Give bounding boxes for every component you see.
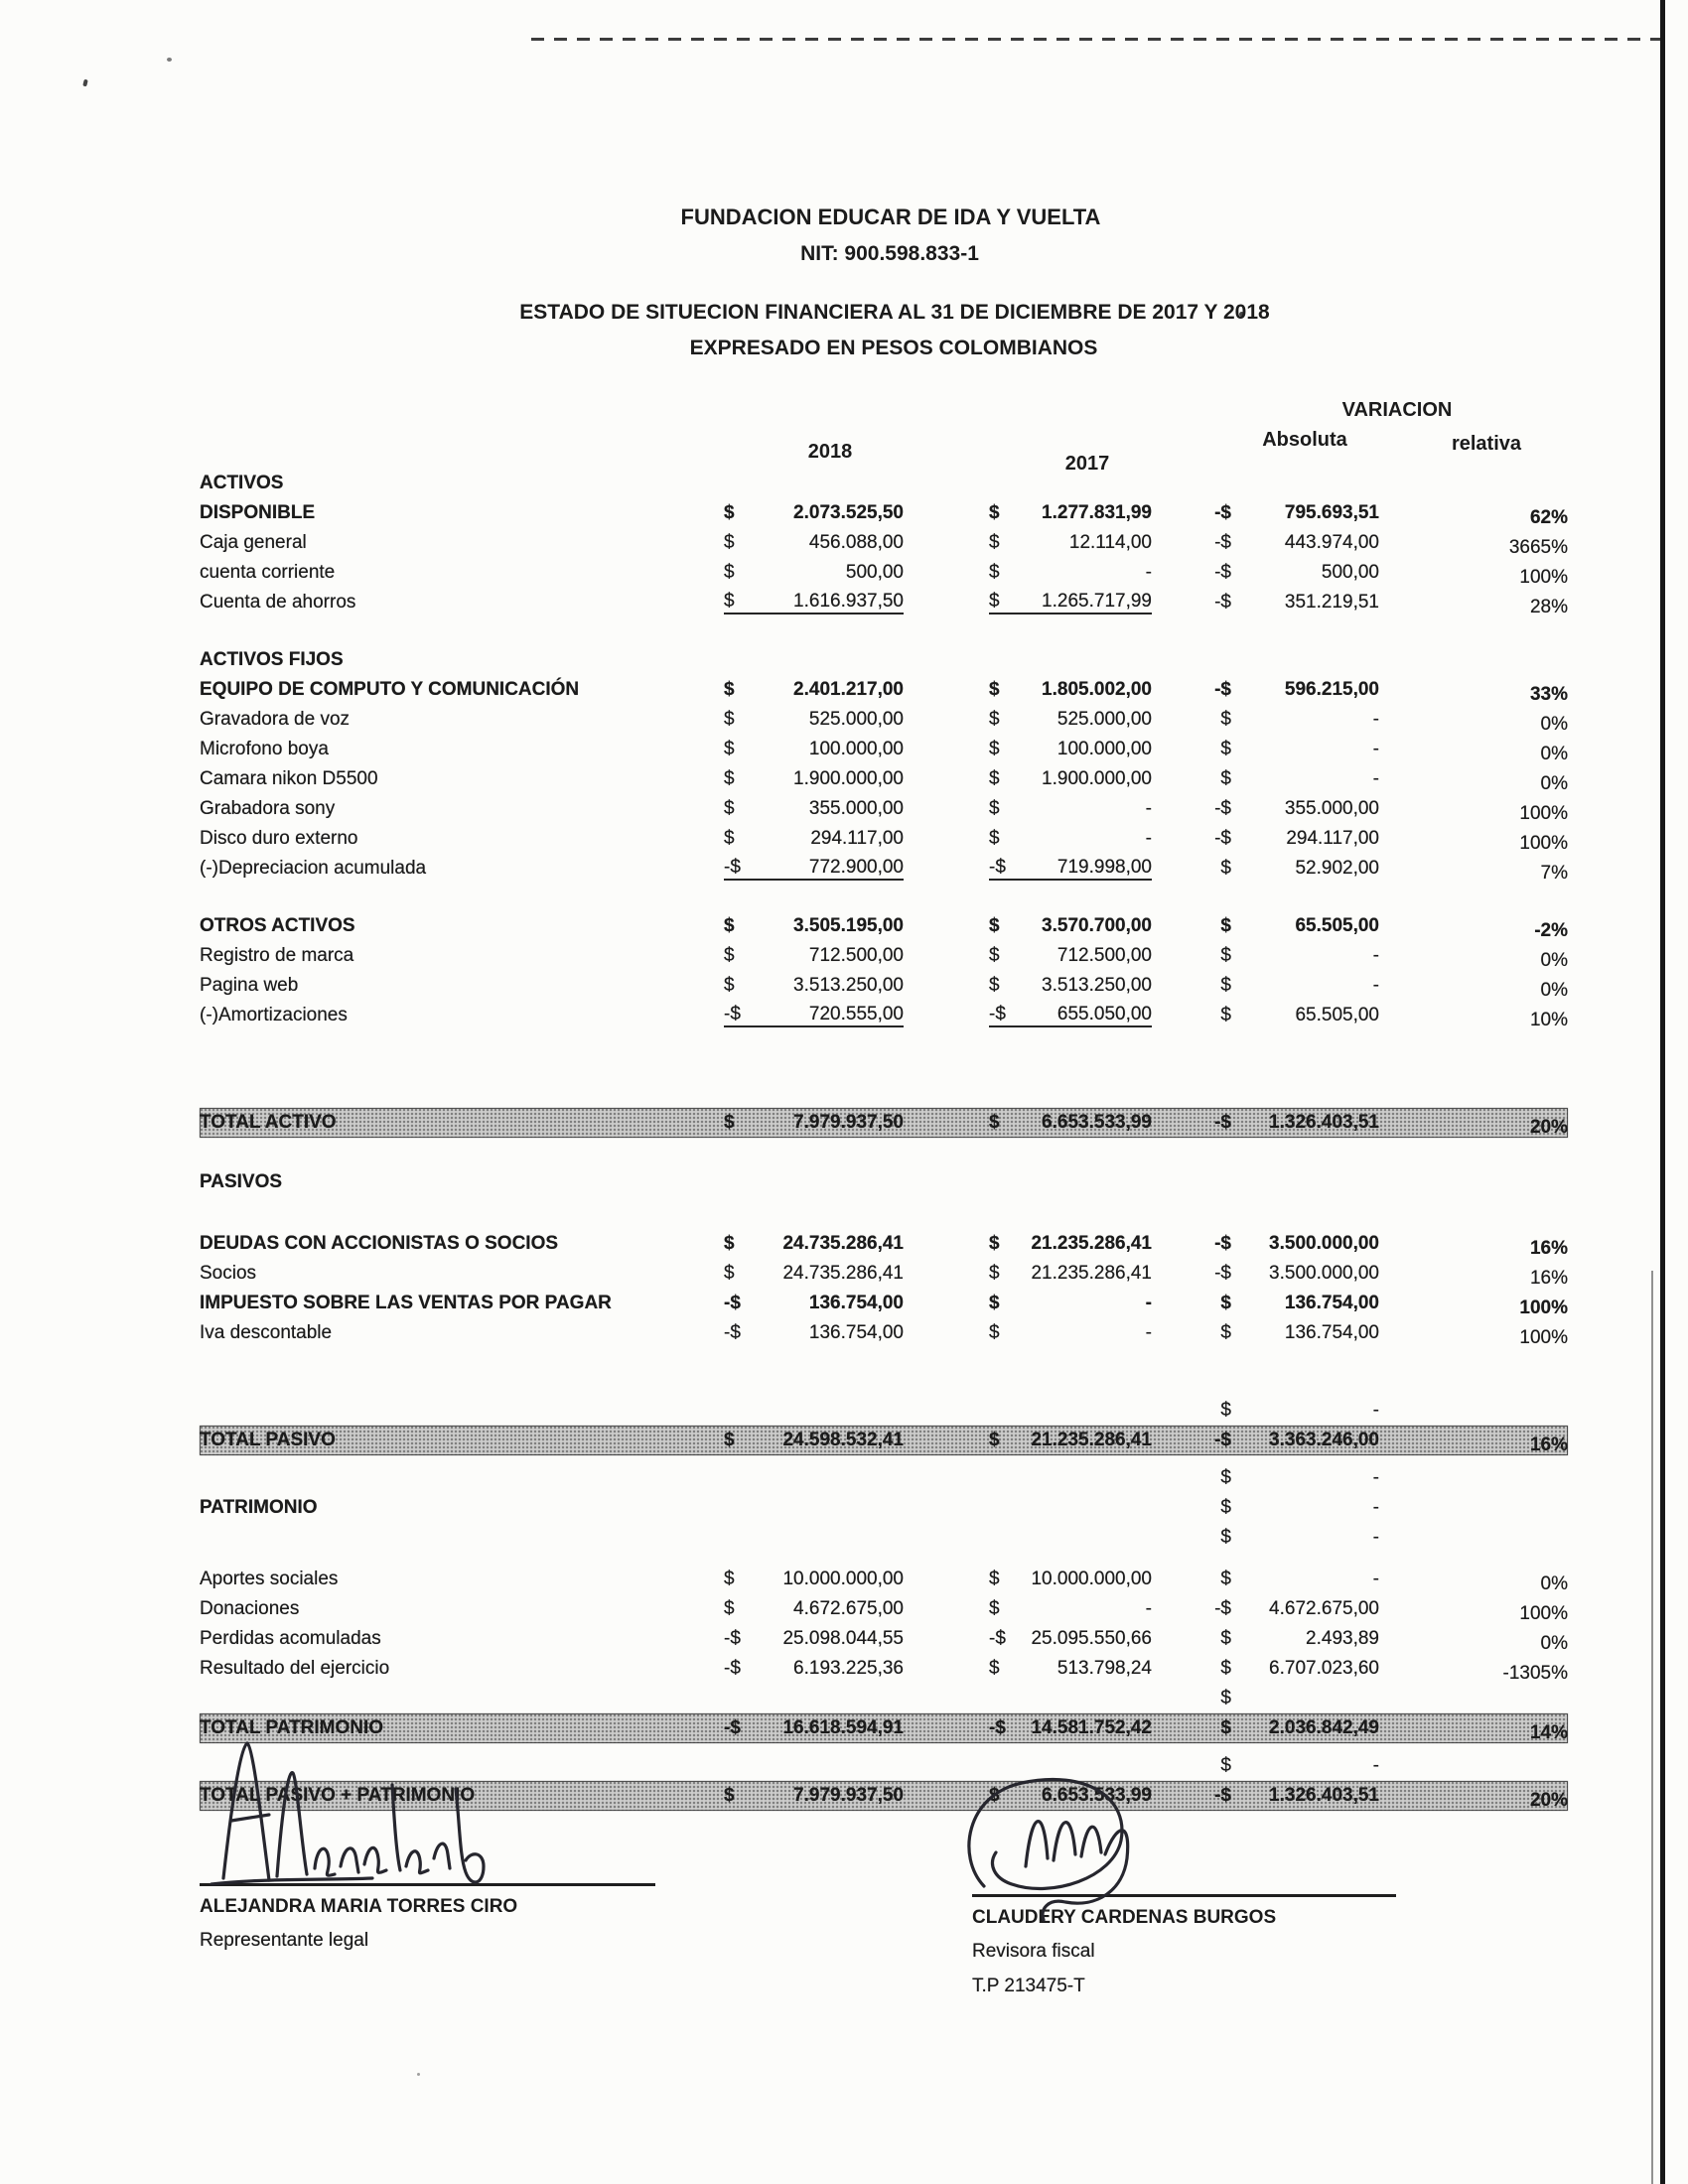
cell-label: DISPONIBLE — [200, 502, 316, 523]
cell-2018-value: 6.193.225,36 — [793, 1658, 904, 1679]
cell-label: Iva descontable — [200, 1322, 333, 1343]
cell-variation-sign: -$ — [1214, 1598, 1231, 1619]
cell-2018-sign: $ — [724, 975, 735, 996]
cell-label: EQUIPO DE COMPUTO Y COMUNICACIÓN — [200, 679, 580, 700]
cell-label: TOTAL ACTIVO — [200, 1112, 337, 1133]
cell-variation-sign: $ — [1220, 1688, 1231, 1708]
cell-variation-absolute: 443.974,00 — [1284, 532, 1379, 553]
cell-2017-value: 6.653.533,99 — [1042, 1785, 1152, 1806]
cell-2017-sign: $ — [989, 945, 1000, 966]
cell-2018-sign: -$ — [724, 1658, 741, 1679]
scan-speck — [417, 2073, 420, 2076]
cell-2018-sign: $ — [724, 502, 735, 523]
cell-label: (-)Depreciacion acumulada — [200, 858, 427, 879]
signer-tp-right: T.P 213475-T — [972, 1976, 1085, 1996]
statement-row-amortizaciones — [200, 1001, 1568, 1030]
cell-2018-sign: $ — [724, 1233, 735, 1254]
cell-2017-value: 6.653.533,99 — [1042, 1112, 1152, 1133]
cell-2018-sign: -$ — [724, 1717, 741, 1738]
cell-variation-absolute: 136.754,00 — [1284, 1293, 1379, 1313]
cell-2017-value: 21.235.286,41 — [1031, 1430, 1152, 1450]
cell-2018-sign: $ — [724, 679, 735, 700]
signer-name-right: CLAUDERY CARDENAS BURGOS — [972, 1907, 1277, 1928]
cell-variation-relative: 7% — [1540, 863, 1568, 884]
cell-variation-sign: $ — [1220, 1467, 1231, 1488]
cell-label: Aportes sociales — [200, 1569, 339, 1589]
cell-2018-value: 1.616.937,50 — [758, 591, 904, 614]
cell-variation-relative: 3665% — [1508, 537, 1568, 558]
cell-2017-value: 21.235.286,41 — [1031, 1263, 1152, 1284]
column-header-2017: 2017 — [1064, 453, 1110, 475]
cell-2017-sign: $ — [989, 798, 1000, 819]
statement-row-otros-activos — [200, 911, 1568, 941]
cell-variation-absolute: 3.500.000,00 — [1269, 1233, 1379, 1254]
cell-label: Registro de marca — [200, 945, 354, 966]
cell-variation-relative: 100% — [1519, 1327, 1568, 1348]
cell-2018-value: 2.073.525,50 — [793, 502, 904, 523]
cell-2017-sign: $ — [989, 502, 1000, 523]
cell-label: DEUDAS CON ACCIONISTAS O SOCIOS — [200, 1233, 559, 1254]
cell-variation-relative: -1305% — [1502, 1663, 1568, 1684]
statement-row-socios — [200, 1259, 1568, 1289]
cell-label: Gravadora de voz — [200, 709, 351, 730]
cell-2017-value: 712.500,00 — [1056, 945, 1152, 966]
cell-2017-sign: $ — [989, 1322, 1000, 1343]
cell-2017-value: 12.114,00 — [1068, 532, 1152, 553]
cell-label: Grabadora sony — [200, 798, 336, 819]
cell-label: Perdidas acomuladas — [200, 1628, 381, 1649]
statement-row-filler — [200, 1523, 1568, 1553]
cell-variation-absolute: 52.902,00 — [1295, 858, 1379, 879]
cell-2018-value: 24.598.532,41 — [782, 1430, 904, 1450]
statement-row-pasivos — [200, 1167, 1568, 1197]
cell-2017-sign: $ — [989, 532, 1000, 553]
cell-2018-sign: $ — [724, 1569, 735, 1589]
cell-2017-sign: $ — [989, 1112, 1000, 1133]
statement-row-impuesto-sobre-las-ventas-por-pagar — [200, 1289, 1568, 1318]
cell-variation-sign: $ — [1220, 1400, 1231, 1421]
cell-variation-relative: -2% — [1534, 920, 1568, 941]
cell-2018-sign: $ — [724, 915, 735, 936]
cell-variation-relative: 100% — [1519, 803, 1568, 824]
cell-variation-sign: -$ — [1214, 1112, 1231, 1133]
cell-variation-absolute: 6.707.023,60 — [1269, 1658, 1379, 1679]
cell-2017-sign: $ — [989, 975, 1000, 996]
cell-2017-sign: $ — [989, 591, 1023, 614]
cell-variation-relative: 16% — [1529, 1434, 1568, 1455]
cell-2018-value: 500,00 — [845, 562, 904, 583]
cell-variation-absolute: - — [1372, 1467, 1379, 1488]
cell-variation-sign: $ — [1220, 1717, 1231, 1738]
cell-variation-relative: 0% — [1540, 1633, 1568, 1654]
cell-label: Microfono boya — [200, 739, 329, 759]
statement-row-total-pasivo — [200, 1426, 1568, 1455]
cell-variation-absolute: - — [1372, 1400, 1379, 1421]
cell-2018-sign: -$ — [724, 1004, 758, 1027]
cell-2018-value: 136.754,00 — [808, 1322, 904, 1343]
cell-variation-absolute: 294.117,00 — [1286, 828, 1379, 849]
cell-2018-value: 1.900.000,00 — [793, 768, 904, 789]
cell-2017-value: 3.570.700,00 — [1042, 915, 1152, 936]
cell-variation-absolute: - — [1372, 1497, 1379, 1518]
cell-variation-relative: 100% — [1519, 833, 1568, 854]
cell-2018-sign: $ — [724, 1598, 735, 1619]
statement-row-disponible — [200, 498, 1568, 528]
cell-label: Socios — [200, 1263, 257, 1284]
cell-label: PASIVOS — [200, 1171, 283, 1192]
cell-variation-absolute: 136.754,00 — [1284, 1322, 1379, 1343]
cell-variation-absolute: 3.500.000,00 — [1269, 1263, 1379, 1284]
cell-2017-sign: $ — [989, 828, 1000, 849]
cell-label: IMPUESTO SOBRE LAS VENTAS POR PAGAR — [200, 1293, 612, 1313]
cell-2017-value: 10.000.000,00 — [1031, 1569, 1152, 1589]
cell-2017-sign: $ — [989, 1598, 1000, 1619]
cell-variation-sign: -$ — [1214, 1233, 1231, 1254]
cell-2018-value: 772.900,00 — [758, 857, 904, 881]
cell-variation-relative: 0% — [1540, 744, 1568, 764]
cell-variation-sign: -$ — [1214, 502, 1231, 523]
company-nit: NIT: 900.598.833-1 — [800, 242, 979, 265]
cell-variation-sign: $ — [1220, 1293, 1231, 1313]
cell-label: Disco duro externo — [200, 828, 358, 849]
cell-label: TOTAL PATRIMONIO — [200, 1717, 384, 1738]
cell-variation-sign: $ — [1220, 1527, 1231, 1548]
cell-variation-absolute: - — [1372, 739, 1379, 759]
cell-2018-value: 136.754,00 — [808, 1293, 904, 1313]
statement-row-equipo-de-computo-y-comunicaci-n — [200, 675, 1568, 705]
cell-label: Pagina web — [200, 975, 299, 996]
cell-variation-absolute: 500,00 — [1321, 562, 1379, 583]
statement-row-filler — [200, 1463, 1568, 1493]
statement-row-registro-de-marca — [200, 941, 1568, 971]
statement-row-total-activo — [200, 1108, 1568, 1138]
statement-row-activos-fijos — [200, 645, 1568, 675]
cell-2017-sign: -$ — [989, 1004, 1023, 1027]
cell-2017-sign: $ — [989, 915, 1000, 936]
column-header-2018: 2018 — [807, 441, 853, 463]
cell-label: Donaciones — [200, 1598, 300, 1619]
cell-variation-sign: $ — [1220, 1628, 1231, 1649]
cell-variation-absolute: 1.326.403,51 — [1269, 1112, 1379, 1133]
cell-2018-sign: $ — [724, 1785, 735, 1806]
cell-variation-sign: $ — [1220, 915, 1231, 936]
cell-2018-sign: -$ — [724, 1322, 741, 1343]
cell-variation-sign: $ — [1220, 1755, 1231, 1776]
cell-variation-sign: -$ — [1214, 1263, 1231, 1284]
cell-variation-sign: $ — [1220, 739, 1231, 759]
column-header-relative: relativa — [1451, 433, 1522, 455]
cell-variation-absolute: - — [1372, 945, 1379, 966]
statement-row-gravadora-de-voz — [200, 705, 1568, 735]
cell-2018-sign: $ — [724, 1263, 735, 1284]
cell-label: Caja general — [200, 532, 307, 553]
cell-2017-value: 525.000,00 — [1056, 709, 1152, 730]
cell-variation-relative: 0% — [1540, 980, 1568, 1001]
cell-2017-sign: $ — [989, 1785, 1000, 1806]
cell-variation-sign: -$ — [1214, 798, 1231, 819]
statement-row-donaciones — [200, 1594, 1568, 1624]
cell-2018-value: 456.088,00 — [808, 532, 904, 553]
statement-table — [0, 469, 1688, 1811]
cell-variation-relative: 100% — [1519, 1297, 1568, 1318]
cell-variation-relative: 10% — [1529, 1010, 1568, 1030]
cell-2017-value: 21.235.286,41 — [1031, 1233, 1152, 1254]
cell-variation-relative: 0% — [1540, 950, 1568, 971]
cell-variation-relative: 100% — [1519, 1603, 1568, 1624]
statement-row-camara-nikon-d5500 — [200, 764, 1568, 794]
scan-speck — [82, 79, 88, 87]
cell-variation-absolute: - — [1372, 1527, 1379, 1548]
scan-speck — [167, 58, 172, 62]
cell-variation-absolute: - — [1372, 1755, 1379, 1776]
cell-2017-sign: $ — [989, 1658, 1000, 1679]
cell-variation-relative: 16% — [1529, 1268, 1568, 1289]
cell-variation-absolute: 2.036.842,49 — [1269, 1717, 1379, 1738]
cell-2017-value: 1.277.831,99 — [1042, 502, 1152, 523]
cell-variation-relative: 0% — [1540, 773, 1568, 794]
cell-2018-value: 355.000,00 — [808, 798, 904, 819]
cell-2017-value: 719.998,00 — [1023, 857, 1152, 881]
statement-row-aportes-sociales — [200, 1565, 1568, 1594]
cell-2017-sign: $ — [989, 1263, 1000, 1284]
statement-currency-note: EXPRESADO EN PESOS COLOMBIANOS — [689, 337, 1098, 359]
cell-variation-absolute: - — [1372, 768, 1379, 789]
cell-variation-absolute: 2.493,89 — [1306, 1628, 1379, 1649]
cell-variation-sign: $ — [1220, 945, 1231, 966]
cell-2018-value: 3.505.195,00 — [793, 915, 904, 936]
cell-variation-absolute: 355.000,00 — [1284, 798, 1379, 819]
cell-2018-value: 525.000,00 — [808, 709, 904, 730]
cell-2018-value: 24.735.286,41 — [782, 1263, 904, 1284]
signature-left-ink — [204, 1729, 521, 1896]
cell-2018-sign: -$ — [724, 1628, 741, 1649]
cell-2018-sign: $ — [724, 1430, 735, 1450]
statement-row-deudas-con-accionistas-o-socios — [200, 1229, 1568, 1259]
cell-label: Camara nikon D5500 — [200, 768, 378, 789]
cell-2018-sign: $ — [724, 739, 735, 759]
cell-2018-value: 100.000,00 — [808, 739, 904, 759]
cell-2018-sign: $ — [724, 562, 735, 583]
cell-label: TOTAL PASIVO + PATRIMONIO — [200, 1785, 476, 1806]
cell-variation-absolute: 65.505,00 — [1295, 1005, 1379, 1025]
cell-label: OTROS ACTIVOS — [200, 915, 355, 936]
cell-variation-sign: -$ — [1214, 1430, 1231, 1450]
cell-variation-sign: $ — [1220, 858, 1231, 879]
cell-2018-sign: -$ — [724, 857, 758, 881]
column-header-absolute: Absoluta — [1262, 429, 1347, 451]
cell-variation-relative: 0% — [1540, 714, 1568, 735]
cell-variation-sign: $ — [1220, 1005, 1231, 1025]
cell-variation-absolute: 1.326.403,51 — [1269, 1785, 1379, 1806]
cell-variation-sign: -$ — [1214, 1785, 1231, 1806]
statement-row-perdidas-acomuladas — [200, 1624, 1568, 1654]
cell-variation-absolute: 3.363.246,00 — [1269, 1430, 1379, 1450]
statement-row-pagina-web — [200, 971, 1568, 1001]
statement-row-resultado-del-ejercicio — [200, 1654, 1568, 1684]
cell-2017-sign: $ — [989, 562, 1000, 583]
cell-variation-relative: 0% — [1540, 1573, 1568, 1594]
cell-2018-sign: -$ — [724, 1293, 741, 1313]
cell-variation-relative: 14% — [1529, 1722, 1568, 1743]
cell-variation-relative: 62% — [1529, 507, 1568, 528]
cell-2017-value: - — [1145, 828, 1152, 849]
statement-row-iva-descontable — [200, 1318, 1568, 1348]
cell-2017-value: 1.805.002,00 — [1042, 679, 1152, 700]
cell-2017-sign: -$ — [989, 857, 1023, 881]
cell-2018-value: 2.401.217,00 — [793, 679, 904, 700]
signer-role-right: Revisora fiscal — [972, 1941, 1095, 1962]
cell-2017-value: 1.265.717,99 — [1023, 591, 1152, 614]
statement-title: ESTADO DE SITUECION FINANCIERA AL 31 DE DICIEMBRE DE 2017 Y 2018 — [519, 301, 1270, 324]
cell-2017-value: 1.900.000,00 — [1042, 768, 1152, 789]
cell-2018-value: 24.735.286,41 — [782, 1233, 904, 1254]
column-header-variation: VARIACION — [1341, 399, 1453, 421]
statement-row-filler — [200, 1684, 1568, 1713]
cell-2018-value: 10.000.000,00 — [782, 1569, 904, 1589]
cell-2017-sign: -$ — [989, 1717, 1006, 1738]
cell-variation-absolute: 795.693,51 — [1284, 502, 1379, 523]
cell-variation-sign: -$ — [1214, 828, 1231, 849]
cell-2017-sign: $ — [989, 739, 1000, 759]
cell-2017-value: - — [1145, 1598, 1152, 1619]
cell-variation-relative: 33% — [1529, 684, 1568, 705]
statement-row-patrimonio — [200, 1493, 1568, 1523]
cell-2018-value: 712.500,00 — [808, 945, 904, 966]
cell-2017-value: 14.581.752,42 — [1031, 1717, 1152, 1738]
cell-2017-sign: $ — [989, 1430, 1000, 1450]
cell-label: TOTAL PASIVO — [200, 1430, 336, 1450]
cell-2018-value: 720.555,00 — [758, 1004, 904, 1027]
cell-2018-sign: $ — [724, 798, 735, 819]
cell-variation-absolute: 351.219,51 — [1284, 592, 1379, 613]
cell-variation-relative: 100% — [1519, 567, 1568, 588]
cell-2018-sign: $ — [724, 532, 735, 553]
cell-2017-sign: $ — [989, 1233, 1000, 1254]
cell-variation-sign: $ — [1220, 1569, 1231, 1589]
cell-variation-absolute: - — [1372, 709, 1379, 730]
statement-row-grabadora-sony — [200, 794, 1568, 824]
cell-2018-sign: $ — [724, 945, 735, 966]
cell-2017-value: 100.000,00 — [1056, 739, 1152, 759]
cell-label: cuenta corriente — [200, 562, 336, 583]
company-name: FUNDACION EDUCAR DE IDA Y VUELTA — [680, 205, 1101, 229]
statement-row-filler — [200, 1396, 1568, 1426]
cell-2017-sign: -$ — [989, 1628, 1006, 1649]
cell-variation-sign: -$ — [1214, 592, 1231, 613]
statement-row-disco-duro-externo — [200, 824, 1568, 854]
signature-right-ink — [948, 1759, 1246, 1928]
cell-variation-relative: 16% — [1529, 1238, 1568, 1259]
cell-variation-sign: $ — [1220, 1658, 1231, 1679]
cell-2017-value: 3.513.250,00 — [1042, 975, 1152, 996]
cell-label: Resultado del ejercicio — [200, 1658, 390, 1679]
cell-2018-sign: $ — [724, 1112, 735, 1133]
statement-row-depreciacion-acumulada — [200, 854, 1568, 884]
cell-variation-sign: $ — [1220, 709, 1231, 730]
cell-2017-value: 513.798,24 — [1056, 1658, 1152, 1679]
cell-2018-value: 25.098.044,55 — [782, 1628, 904, 1649]
cell-variation-sign: -$ — [1214, 562, 1231, 583]
cell-variation-absolute: 65.505,00 — [1295, 915, 1379, 936]
cell-label: Cuenta de ahorros — [200, 592, 356, 613]
cell-2017-value: - — [1145, 798, 1152, 819]
cell-label: PATRIMONIO — [200, 1497, 318, 1518]
cell-variation-sign: -$ — [1214, 679, 1231, 700]
cell-2018-sign: $ — [724, 709, 735, 730]
signer-name-left: ALEJANDRA MARIA TORRES CIRO — [200, 1896, 518, 1917]
cell-variation-absolute: 596.215,00 — [1284, 679, 1379, 700]
statement-row-cuenta-de-ahorros — [200, 588, 1568, 617]
cell-2017-value: - — [1145, 562, 1152, 583]
cell-variation-absolute: 4.672.675,00 — [1269, 1598, 1379, 1619]
cell-2017-value: - — [1145, 1322, 1152, 1343]
cell-2017-sign: $ — [989, 709, 1000, 730]
cell-2017-sign: $ — [989, 768, 1000, 789]
cell-2017-sign: $ — [989, 1293, 1000, 1313]
scan-dashed-line — [531, 38, 1671, 41]
cell-2018-value: 3.513.250,00 — [793, 975, 904, 996]
cell-2017-value: - — [1145, 1293, 1152, 1313]
cell-2018-sign: $ — [724, 768, 735, 789]
cell-2017-sign: $ — [989, 1569, 1000, 1589]
cell-2018-value: 294.117,00 — [810, 828, 904, 849]
cell-2018-value: 7.979.937,50 — [793, 1112, 904, 1133]
cell-2018-value: 4.672.675,00 — [793, 1598, 904, 1619]
cell-variation-sign: -$ — [1214, 532, 1231, 553]
cell-variation-relative: 20% — [1529, 1790, 1568, 1811]
cell-2018-sign: $ — [724, 591, 758, 614]
cell-variation-relative: 28% — [1529, 597, 1568, 617]
cell-2017-sign: $ — [989, 679, 1000, 700]
cell-2017-value: 25.095.550,66 — [1031, 1628, 1152, 1649]
cell-variation-relative: 20% — [1529, 1117, 1568, 1138]
cell-2017-value: 655.050,00 — [1023, 1004, 1152, 1027]
cell-2018-value: 7.979.937,50 — [793, 1785, 904, 1806]
cell-variation-sign: $ — [1220, 975, 1231, 996]
cell-label: (-)Amortizaciones — [200, 1005, 348, 1025]
cell-label: ACTIVOS FIJOS — [200, 649, 344, 670]
cell-2018-value: 16.618.594,91 — [782, 1717, 904, 1738]
cell-variation-sign: $ — [1220, 1322, 1231, 1343]
signer-role-left: Representante legal — [200, 1930, 369, 1951]
statement-row-activos — [200, 469, 1568, 498]
cell-variation-absolute: - — [1372, 1569, 1379, 1589]
statement-row-cuenta-corriente — [200, 558, 1568, 588]
statement-row-caja-general — [200, 528, 1568, 558]
cell-variation-sign: $ — [1220, 768, 1231, 789]
cell-label: ACTIVOS — [200, 473, 284, 493]
statement-row-microfono-boya — [200, 735, 1568, 764]
cell-variation-sign: $ — [1220, 1497, 1231, 1518]
cell-variation-absolute: - — [1372, 975, 1379, 996]
cell-2018-sign: $ — [724, 828, 735, 849]
